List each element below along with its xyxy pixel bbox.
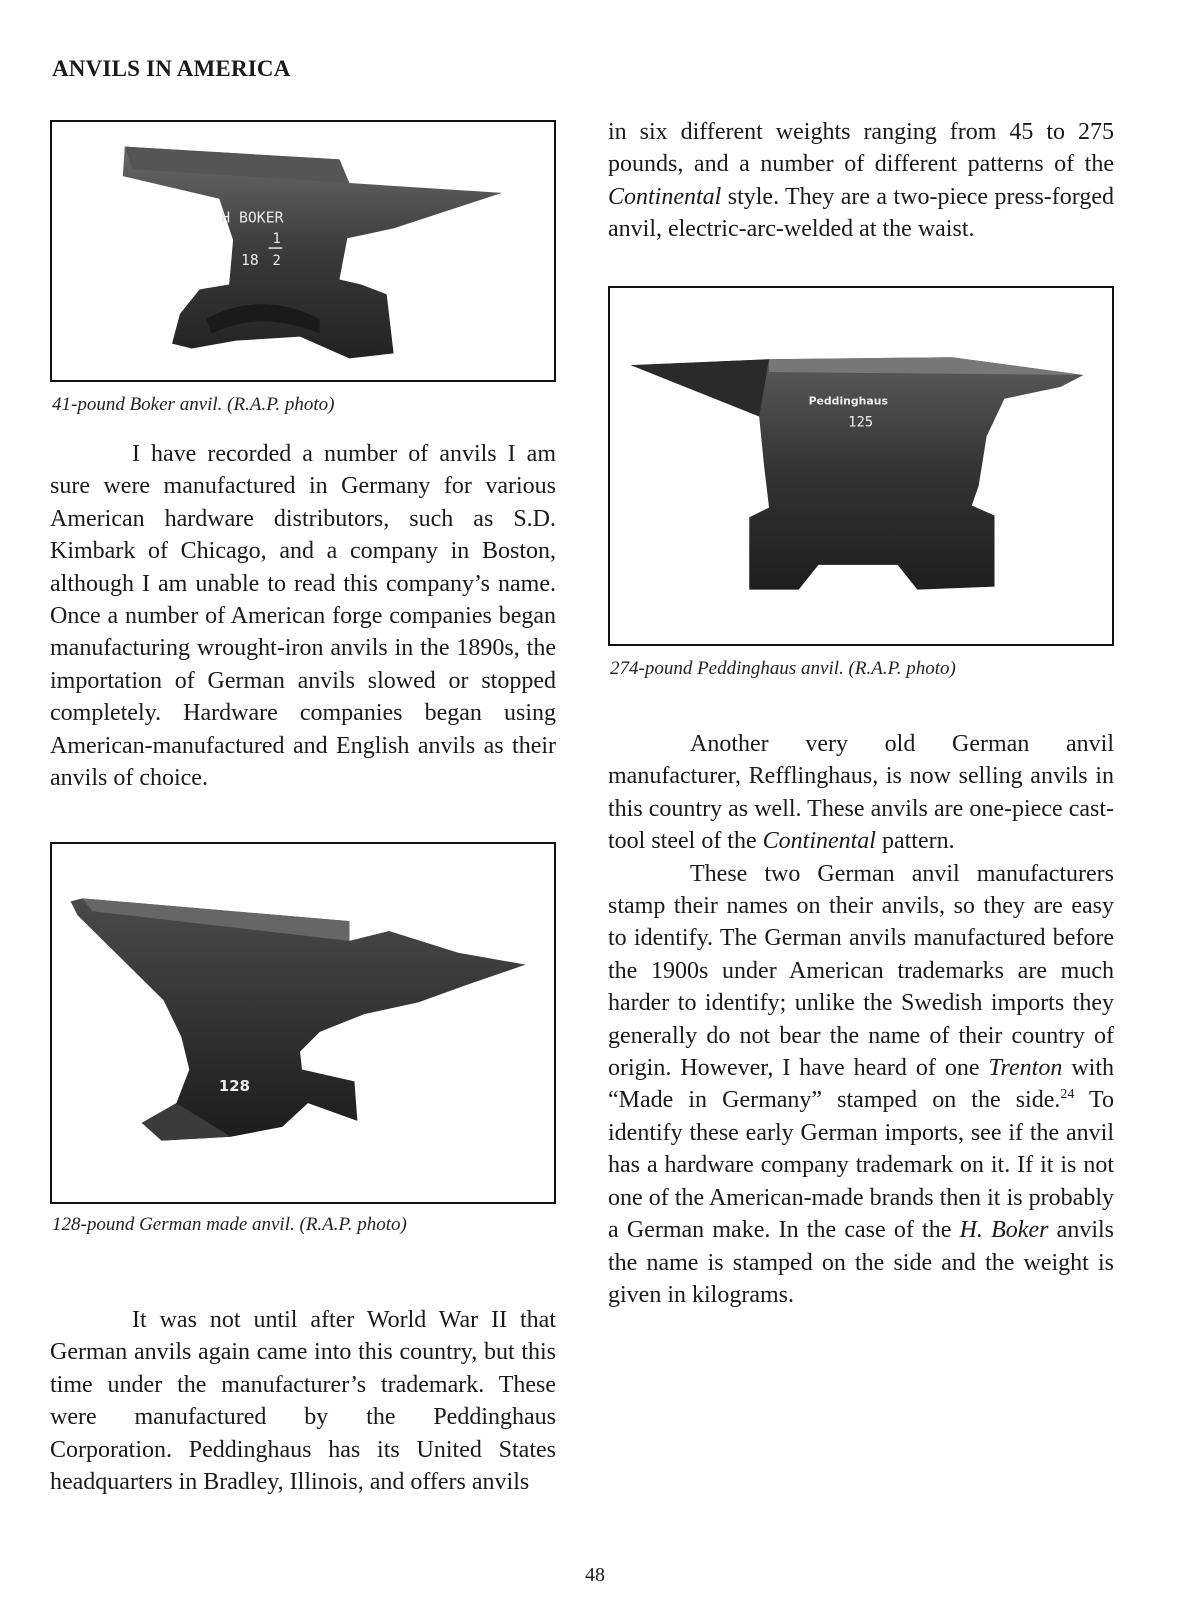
- paragraph: in six different weights ranging from 45 to 275 pounds, and a number of different patterns of the Continental style. They are a two-piece press-forged anvil, electric-arc-welded at the waist.: [608, 119, 1114, 243]
- left-column-top: [50, 438, 556, 794]
- stamp-fraction-den: 2: [272, 252, 281, 269]
- right-column-bottom: [608, 728, 1114, 1311]
- stamp-weight: 128: [218, 1078, 250, 1096]
- anvil-photo-icon: [610, 288, 1112, 644]
- stamp-weight: 18: [240, 251, 259, 269]
- paragraph: Another very old German anvil manufacturer, Refflinghaus, is now selling anvils in this country as well. These anvils are one-piece cast-tool steel of the Continental pattern.: [608, 731, 1114, 855]
- stamp-text: Peddinghaus: [808, 394, 888, 408]
- left-column-bottom: [50, 1304, 556, 1498]
- stamp-weight: 125: [848, 414, 874, 431]
- paragraph: These two German anvil manufacturers stamp their names on their anvils, so they are easy to identify. The German anvils manufactured before the 1900s under American trademarks are much harder to identify; unlike the Swedish imports they generally do not bear the name of their country of origin. However, I have heard of one Trenton with “Made in Germany” stamped on the side.$^{24}$ To identify these early German imports, see if the anvil has a hardware company trademark on it. If it is not one of the American-made brands then it is probably a German make. In the case of the H. Boker anvils the name is stamped on the side and the weight is given in kilograms.: [608, 860, 1114, 1308]
- paragraph: It was not until after World War II that German anvils again came into this country, but this time under the manufacturer’s trademark. These were manufactured by the Peddinghaus Corporation. Peddinghaus has its United States headquarters in Bradley, Illinois, and offers anvils: [50, 1307, 556, 1496]
- anvil-photo-icon: [52, 122, 554, 380]
- figure-caption: 274-pound Peddinghaus anvil. (R.A.P. photo): [610, 658, 956, 679]
- anvil-photo-icon: [52, 844, 554, 1202]
- stamp-fraction-num: 1: [272, 231, 281, 248]
- running-head: ANVILS IN AMERICA: [52, 56, 291, 81]
- right-column-top: [608, 116, 1114, 246]
- boker-anvil-photo: [50, 120, 556, 382]
- peddinghaus-anvil-photo: [608, 286, 1114, 646]
- figure-caption: 128-pound German made anvil. (R.A.P. photo): [52, 1214, 407, 1235]
- footnote-ref[interactable]: 24: [1060, 1087, 1075, 1103]
- page-number: 48: [585, 1564, 605, 1586]
- paragraph: I have recorded a number of anvils I am sure were manufactured in Germany for various American hardware distributors, such as S.D. Kimbark of Chicago, and a company in Boston, although I am unable to read this company’s name. Once a number of American forge companies began manufacturing wrought-iron anvils in the 1890s, the importation of German anvils slowed or stopped completely. Hardware companies began using American-manufactured and English anvils as their anvils of choice.: [50, 441, 556, 792]
- figure-caption: 41-pound Boker anvil. (R.A.P. photo): [52, 394, 335, 415]
- stamp-text: H BOKER: [221, 209, 284, 227]
- german-anvil-photo: [50, 842, 556, 1204]
